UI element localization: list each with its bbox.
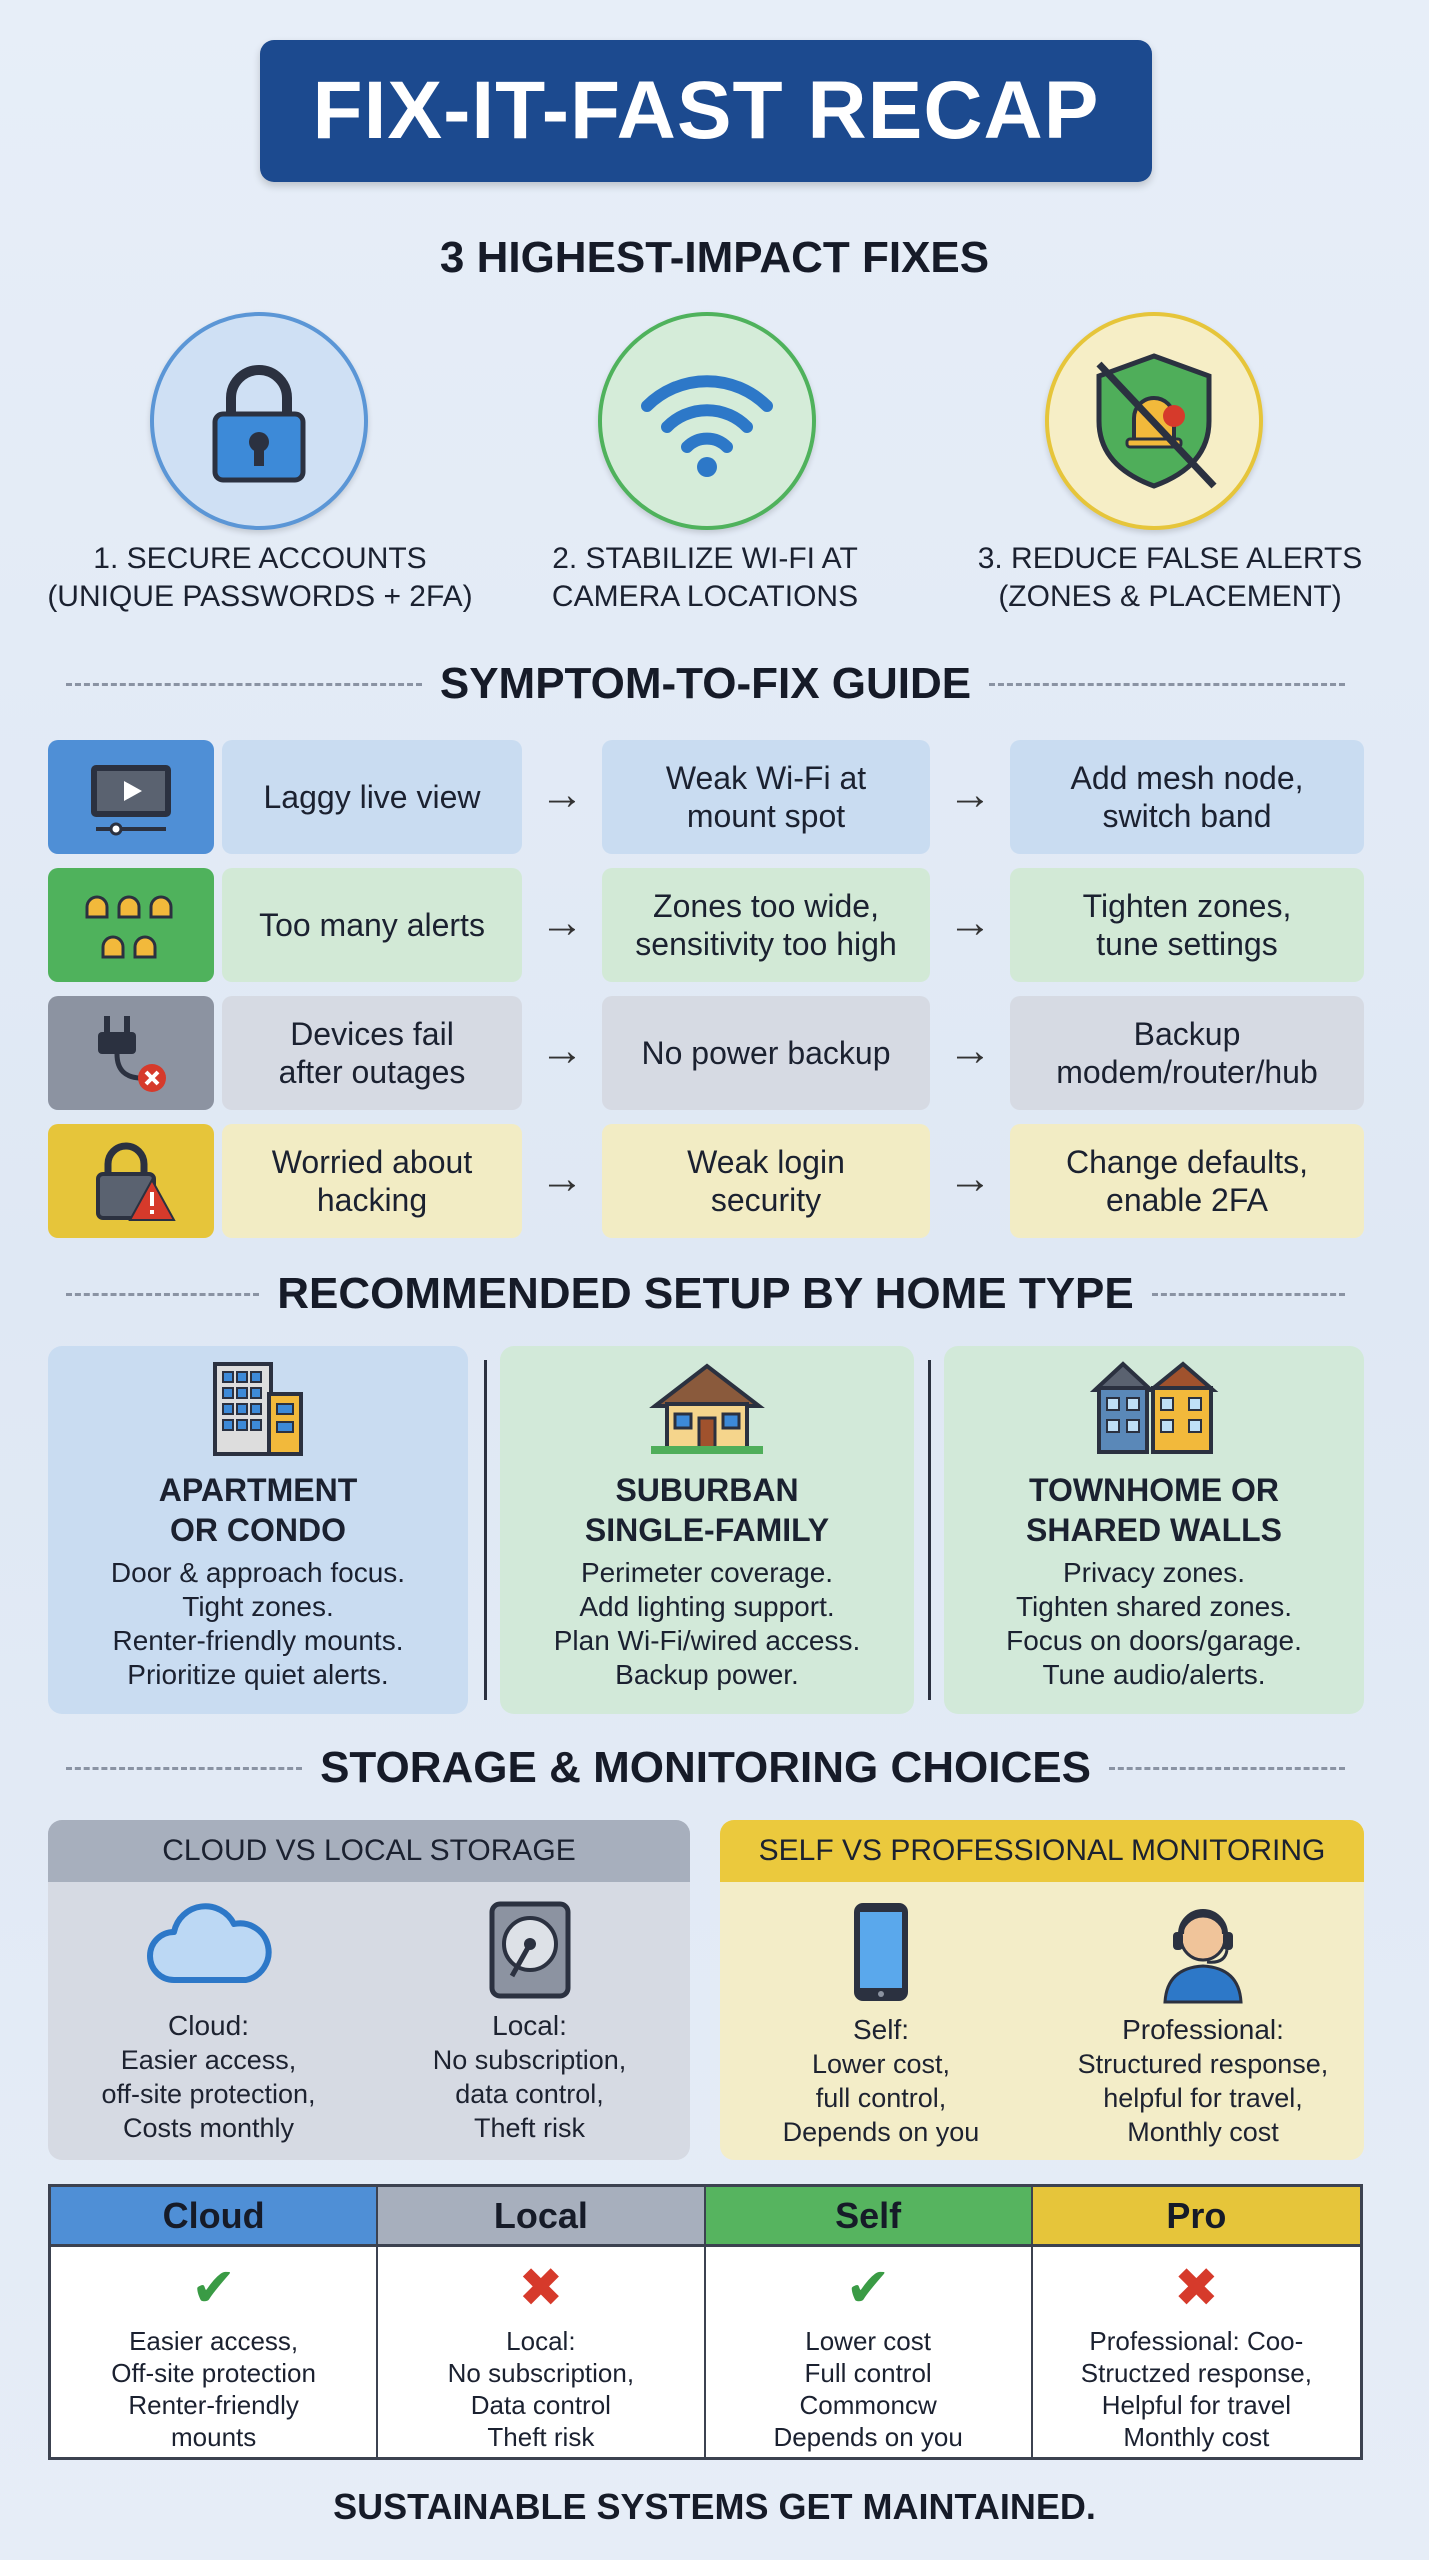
cause-cell: No power backup (602, 996, 930, 1110)
symptom-icon-cell (48, 996, 214, 1110)
fix-circle-wifi (598, 312, 816, 530)
symptom-icon-cell (48, 868, 214, 982)
home-card-apartment: APARTMENT OR CONDO Door & approach focus. Tight zones. Renter-friendly mounts. Prioritize quiet alerts. (48, 1346, 468, 1714)
divider (928, 1360, 931, 1700)
arrow-right-icon: → (540, 1026, 584, 1075)
table-header: Cloud (51, 2187, 378, 2247)
apartment-building-icon (203, 1356, 313, 1456)
fix-circle-alerts (1045, 312, 1263, 530)
arrow-right-icon: → (948, 898, 992, 947)
symptom-cell: Devices fail after outages (222, 996, 522, 1110)
cause-cell: Zones too wide, sensitivity too high (602, 868, 930, 982)
cross-icon: ✖ (518, 2258, 564, 2318)
symptom-cell: Worried about hacking (222, 1124, 522, 1238)
arrow-right-icon: → (540, 1154, 584, 1203)
fix-cell: Tighten zones, tune settings (1010, 868, 1364, 982)
home-card-townhome: TOWNHOME OR SHARED WALLS Privacy zones. Tighten shared zones. Focus on doors/garage. Tune audio/alerts. (944, 1346, 1364, 1714)
panel-cloud-vs-local (48, 1820, 690, 2160)
arrow-right-icon: → (540, 770, 584, 819)
symptom-cell: Too many alerts (222, 868, 522, 982)
arrow-right-icon: → (948, 1154, 992, 1203)
cloud-icon (144, 1900, 274, 1990)
homes-heading: RECOMMENDED SETUP BY HOME TYPE (48, 1262, 1363, 1326)
panel-head: CLOUD VS LOCAL STORAGE (48, 1820, 690, 1882)
table-cell: ✖ Local: No subscription, Data control Theft risk (378, 2247, 705, 2457)
arrow-right-icon: → (540, 898, 584, 947)
fixes-heading: 3 HIGHEST-IMPACT FIXES (439, 233, 990, 282)
house-icon (647, 1356, 767, 1456)
panel-head: SELF VS PROFESSIONAL MONITORING (720, 1820, 1364, 1882)
muted-bell-shield-icon (1079, 346, 1229, 496)
option-cloud: Cloud: Easier access, off-site protection, Costs monthly (48, 1882, 369, 2145)
video-monitor-icon (86, 757, 176, 837)
unplugged-plug-icon (86, 1008, 176, 1098)
panel-self-vs-pro (720, 1820, 1364, 2160)
home-card-suburban: SUBURBAN SINGLE-FAMILY Perimeter coverage. Add lighting support. Plan Wi-Fi/wired access. Backup power. (500, 1346, 914, 1714)
table-header: Local (378, 2187, 705, 2247)
table-cell: ✔ Easier access, Off-site protection Renter-friendly mounts (51, 2247, 378, 2457)
fix-cell: Add mesh node, switch band (1010, 740, 1364, 854)
comparison-table (48, 2184, 1363, 2460)
fix-label-accounts: 1. SECURE ACCOUNTS (UNIQUE PASSWORDS + 2FA) (47, 542, 473, 613)
divider (484, 1360, 487, 1700)
fix-label-alerts: 3. REDUCE FALSE ALERTS (ZONES & PLACEMENT) (977, 542, 1363, 613)
check-icon: ✔ (845, 2258, 891, 2318)
symptom-icon-cell (48, 740, 214, 854)
guide-heading: SYMPTOM-TO-FIX GUIDE (48, 652, 1363, 716)
table-column-local (378, 2187, 705, 2457)
storage-heading: STORAGE & MONITORING CHOICES (48, 1736, 1363, 1800)
bells-icon (81, 885, 181, 965)
fix-cell: Change defaults, enable 2FA (1010, 1124, 1364, 1238)
table-header: Pro (1033, 2187, 1360, 2247)
hard-drive-icon (488, 1900, 572, 2000)
arrow-right-icon: → (948, 1026, 992, 1075)
cross-icon: ✖ (1173, 2258, 1219, 2318)
option-self: Self: Lower cost, full control, Depends on you (720, 1882, 1042, 2149)
option-local: Local: No subscription, data control, Theft risk (369, 1882, 690, 2145)
divider (1152, 1293, 1345, 1296)
symptom-cell: Laggy live view (222, 740, 522, 854)
table-cell: ✖ Professional: Coo- Structzed response, Helpful for travel Monthly cost (1080, 2258, 1312, 2452)
fix-label-wifi: 2. STABILIZE WI-FI AT CAMERA LOCATIONS (551, 542, 859, 613)
footer-tagline: SUSTAINABLE SYSTEMS GET MAINTAINED. (333, 2486, 1096, 2527)
table-column-self (706, 2187, 1033, 2457)
page-title: FIX-IT-FAST RECAP (260, 40, 1152, 182)
cause-cell: Weak Wi-Fi at mount spot (602, 740, 930, 854)
divider (1109, 1767, 1345, 1770)
divider (989, 683, 1345, 686)
headset-agent-icon (1155, 1900, 1251, 2004)
table-column-pro (1033, 2187, 1360, 2457)
symptom-icon-cell (48, 1124, 214, 1238)
fix-cell: Backup modem/router/hub (1010, 996, 1364, 1110)
table-cell: ✔ Lower cost Full control Commoncw Depends on you (706, 2247, 1033, 2457)
townhomes-icon (1089, 1356, 1219, 1456)
cause-cell: Weak login security (602, 1124, 930, 1238)
check-icon: ✔ (191, 2258, 237, 2318)
lock-warning-icon (86, 1136, 176, 1226)
wifi-icon (637, 361, 777, 481)
divider (66, 1293, 259, 1296)
table-header: Self (706, 2187, 1033, 2247)
option-professional: Professional: Structured response, helpful for travel, Monthly cost (1042, 1882, 1364, 2149)
divider (66, 1767, 302, 1770)
fix-circle-accounts (150, 312, 368, 530)
divider (66, 683, 422, 686)
smartphone-icon (851, 1900, 911, 2004)
padlock-icon (199, 356, 319, 486)
arrow-right-icon: → (948, 770, 992, 819)
table-column-cloud (51, 2187, 378, 2457)
